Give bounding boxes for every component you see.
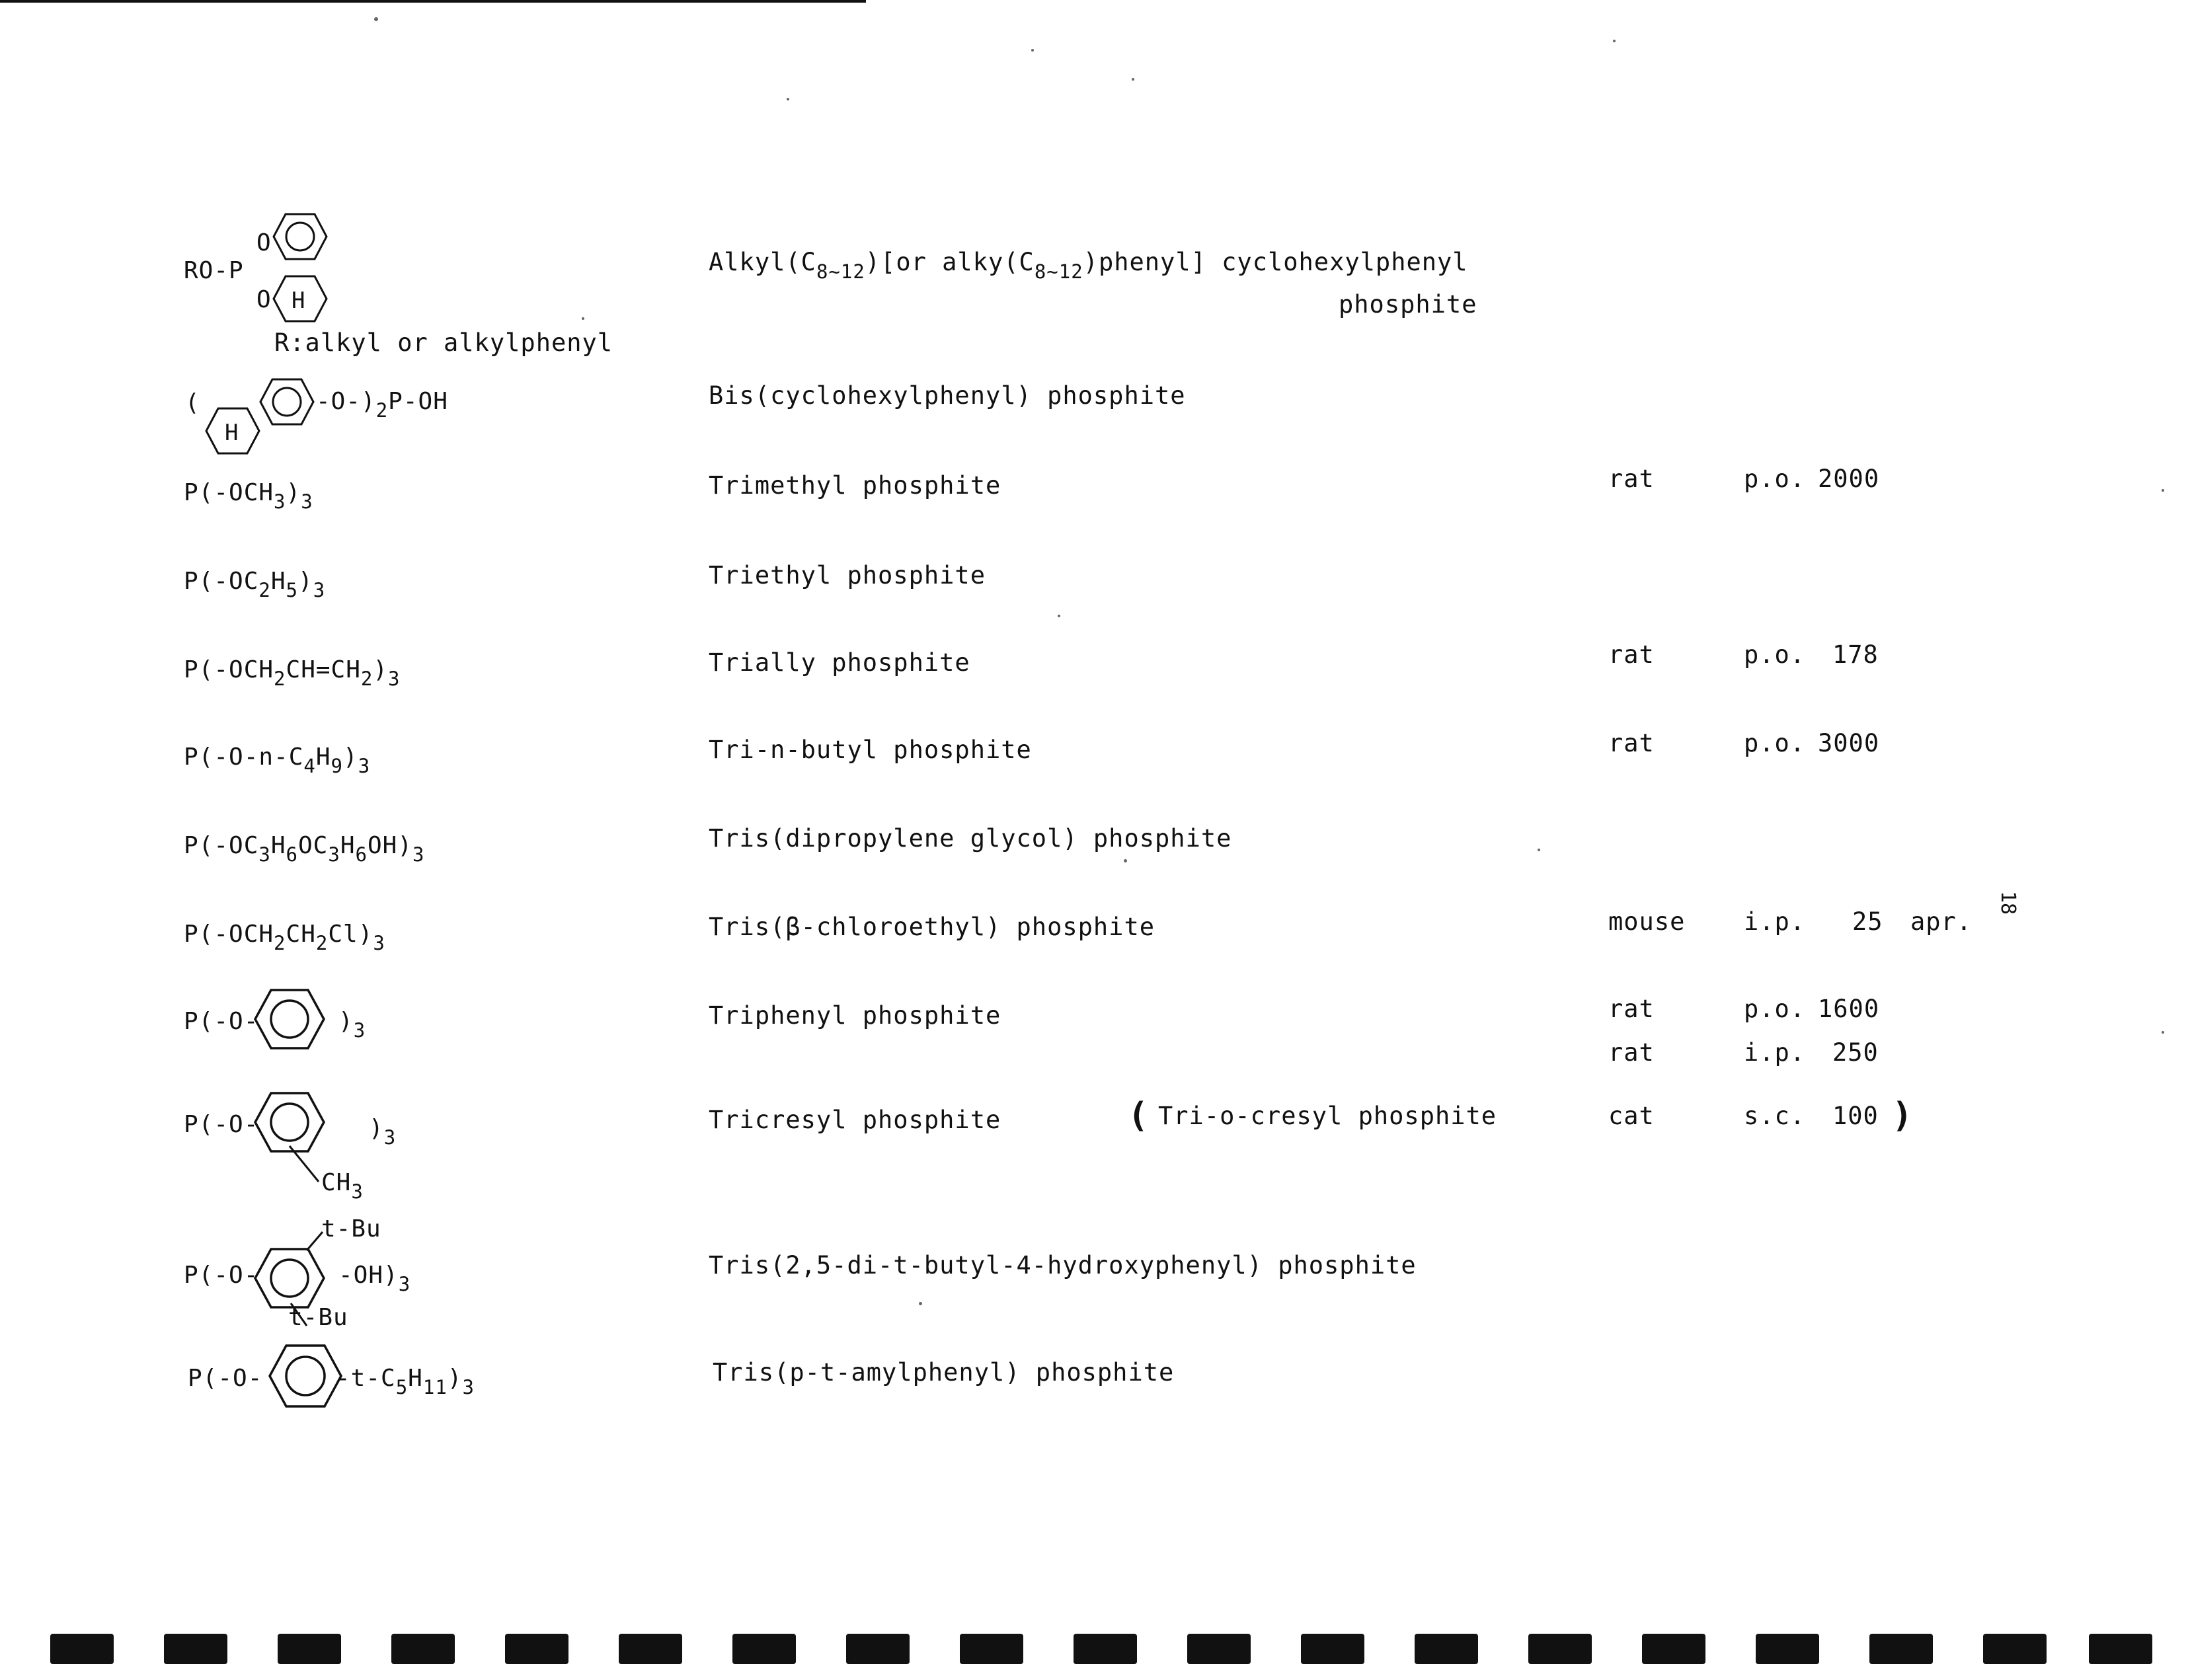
compound-name: Tris(β-chloroethyl) phosphite bbox=[709, 913, 1155, 941]
compound-name: Tricresyl phosphite bbox=[709, 1106, 1001, 1134]
tox-route: p.o. bbox=[1744, 995, 1806, 1023]
compound-name: Trimethyl phosphite bbox=[709, 471, 1001, 500]
registration-mark bbox=[960, 1634, 1023, 1664]
registration-mark bbox=[391, 1634, 455, 1664]
formula-suffix: $-OH)_3$ bbox=[338, 1262, 411, 1295]
scan-speck bbox=[1538, 849, 1540, 851]
tox-species: rat bbox=[1608, 995, 1655, 1023]
phenyl-ring-icon bbox=[254, 989, 325, 1050]
methyl-label: $CH_3$ bbox=[321, 1169, 364, 1203]
registration-mark bbox=[1869, 1634, 1933, 1664]
compound-name-alkyl-cyclohexylphenyl: $Alkyl(C_{8\sim 12})[or$ $alky(C_{8\sim 12})phenyl$] cyclohexylphenyl bbox=[709, 248, 1468, 283]
tox-dose: 3000 bbox=[1818, 729, 1880, 757]
scan-speck bbox=[2162, 489, 2164, 492]
tox-dose: 178 bbox=[1832, 640, 1879, 669]
amylphenyl-ring-icon bbox=[268, 1344, 342, 1408]
registration-mark bbox=[505, 1634, 568, 1664]
formula-prefix: P(-O- bbox=[184, 1262, 259, 1289]
formula-prefix: P(-O- bbox=[188, 1365, 263, 1392]
scan-speck bbox=[2162, 1031, 2164, 1034]
formula-tri-n-butyl: $P(-O-n-C_4H_9)_3$ bbox=[184, 744, 371, 777]
scan-speck bbox=[1132, 78, 1134, 81]
formula-trimethyl: $P(-OCH_3)_3$ bbox=[184, 479, 313, 513]
r-definition: R:alkyl or alkylphenyl bbox=[274, 328, 613, 357]
scan-speck bbox=[1613, 40, 1616, 42]
compound-name: Triphenyl phosphite bbox=[709, 1001, 1001, 1030]
side-page-mark: 18 bbox=[1996, 891, 2019, 915]
tox-species: rat bbox=[1608, 729, 1655, 757]
compound-name: Triethyl phosphite bbox=[709, 561, 986, 590]
tox-species: mouse bbox=[1608, 907, 1686, 936]
registration-mark bbox=[1528, 1634, 1592, 1664]
formula-ro-p: RO-P bbox=[184, 257, 244, 284]
registration-mark bbox=[1187, 1634, 1251, 1664]
tbu-bottom-label: t-Bu bbox=[288, 1304, 348, 1331]
tox-species-2: rat bbox=[1608, 1038, 1655, 1067]
scan-speck bbox=[1124, 859, 1127, 862]
formula-suffix: )$_3$ bbox=[338, 1008, 366, 1042]
tox-route: i.p. bbox=[1744, 907, 1806, 936]
formula-suffix: )$_3$ bbox=[369, 1115, 397, 1149]
scan-speck bbox=[374, 17, 378, 21]
scan-speck bbox=[582, 317, 584, 320]
registration-mark bbox=[1074, 1634, 1137, 1664]
formula-triallyl: $P(-OCH_2CH=CH_2)_3$ bbox=[184, 656, 401, 690]
registration-mark bbox=[164, 1634, 227, 1664]
registration-mark bbox=[732, 1634, 796, 1664]
registration-mark bbox=[1983, 1634, 2047, 1664]
registration-mark bbox=[846, 1634, 910, 1664]
tox-dose: 1600 bbox=[1818, 995, 1880, 1023]
paren-open: ( bbox=[1128, 1096, 1150, 1135]
registration-mark bbox=[619, 1634, 682, 1664]
compound-name: Tris(dipropylene glycol) phosphite bbox=[709, 824, 1232, 853]
tox-species: cat bbox=[1608, 1102, 1655, 1130]
compound-name: Trially phosphite bbox=[709, 648, 970, 677]
formula-dipropylene-glycol: $P(-OC_3H_6OC_3H_6OH)_3$ bbox=[184, 832, 425, 866]
tox-route: p.o. bbox=[1744, 729, 1806, 757]
tox-species: rat bbox=[1608, 465, 1655, 493]
ring-h-label: H bbox=[292, 287, 306, 314]
formula-chloroethyl: $P(-OCH_2CH_2Cl)_3$ bbox=[184, 921, 385, 954]
registration-mark bbox=[1301, 1634, 1364, 1664]
compound-name: Tris(2,5-di-t-butyl-4-hydroxyphenyl) phosphite bbox=[709, 1251, 1417, 1279]
registration-mark bbox=[1756, 1634, 1819, 1664]
tbu-top-label: t-Bu bbox=[321, 1215, 381, 1242]
tox-route: s.c. bbox=[1744, 1102, 1806, 1130]
tox-dose-2: 250 bbox=[1832, 1038, 1879, 1067]
paren-close: ) bbox=[1892, 1096, 1914, 1135]
phenyl-ring-icon bbox=[259, 378, 315, 426]
compound-name-line2: phosphite bbox=[1339, 290, 1477, 319]
formula-open-paren: ( bbox=[185, 389, 200, 416]
registration-mark bbox=[1415, 1634, 1478, 1664]
top-rule bbox=[0, 0, 866, 3]
tox-dose: 100 bbox=[1832, 1102, 1879, 1130]
tox-species: rat bbox=[1608, 640, 1655, 669]
compound-name: Tri-n-butyl phosphite bbox=[709, 736, 1032, 764]
ring-h-label: H bbox=[225, 420, 239, 446]
tox-route: p.o. bbox=[1744, 640, 1806, 669]
phenyl-ring-icon bbox=[272, 213, 328, 260]
registration-mark bbox=[2089, 1634, 2152, 1664]
formula-o-lower: O bbox=[256, 286, 272, 313]
tox-note: apr. bbox=[1910, 907, 1973, 936]
tolyl-ring-icon bbox=[254, 1092, 325, 1184]
scan-speck bbox=[919, 1302, 922, 1305]
scan-speck bbox=[787, 98, 789, 100]
registration-mark bbox=[50, 1634, 114, 1664]
formula-prefix: P(-O- bbox=[184, 1008, 259, 1035]
scan-speck bbox=[1031, 49, 1034, 52]
formula-triethyl: $P(-OC_2H_5)_3$ bbox=[184, 568, 326, 601]
registration-mark bbox=[1642, 1634, 1705, 1664]
paren-compound-name: Tri-o-cresyl phosphite bbox=[1158, 1102, 1497, 1130]
scan-speck bbox=[1058, 615, 1060, 617]
formula-suffix: $-t-C_5H_{11})_3$ bbox=[336, 1365, 475, 1398]
formula-o-upper: O bbox=[256, 229, 272, 256]
formula-bis-cyclohexylphenyl: $-O-)_2P-OH$ bbox=[316, 388, 448, 422]
compound-name: Bis(cyclohexylphenyl) phosphite bbox=[709, 381, 1186, 410]
tox-route-2: i.p. bbox=[1744, 1038, 1806, 1067]
tox-dose: 2000 bbox=[1818, 465, 1880, 493]
formula-prefix: P(-O- bbox=[184, 1111, 259, 1138]
tox-dose: 25 bbox=[1852, 907, 1883, 936]
registration-mark bbox=[278, 1634, 341, 1664]
compound-name: Tris(p-t-amylphenyl) phosphite bbox=[713, 1358, 1175, 1387]
tox-route: p.o. bbox=[1744, 465, 1806, 493]
